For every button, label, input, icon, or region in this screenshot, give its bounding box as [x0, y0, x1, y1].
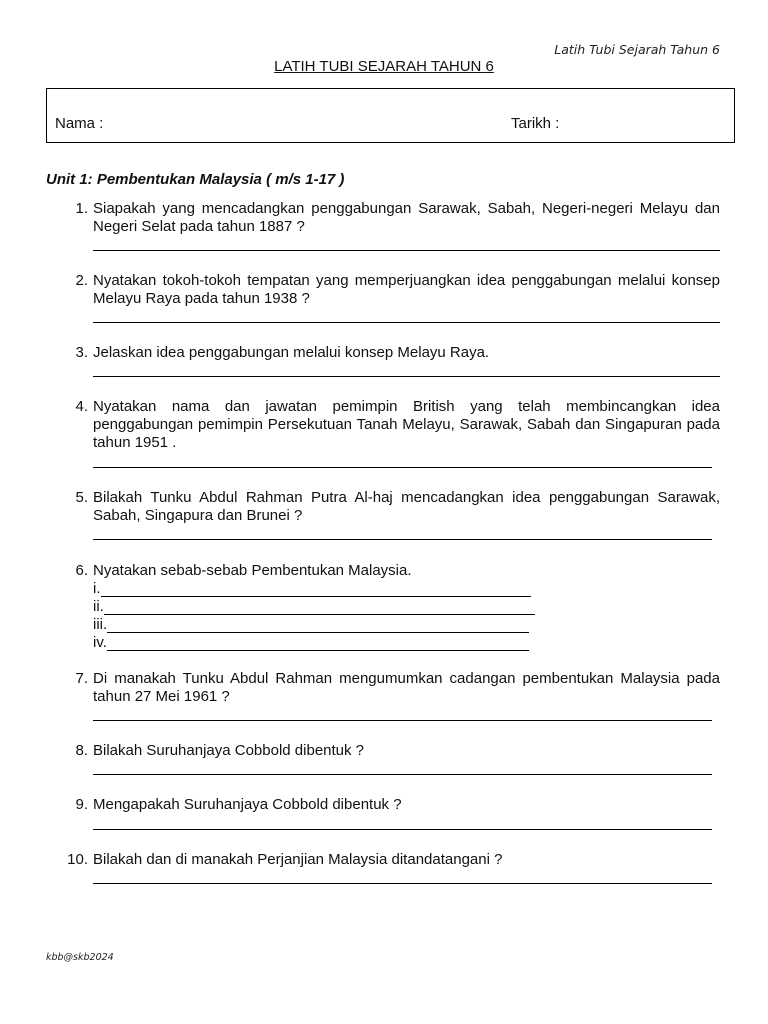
document-title: LATIH TUBI SEJARAH TAHUN 6	[274, 58, 494, 75]
question-text: Bilakah dan di manakah Perjanjian Malaysia ditandatangani ?	[93, 851, 503, 868]
question-text: Mengapakah Suruhanjaya Cobbold dibentuk ?	[93, 796, 402, 813]
answer-line[interactable]	[93, 720, 712, 721]
question-text: Jelaskan idea penggabungan melalui konsep Melayu Raya.	[93, 344, 490, 361]
answer-line[interactable]	[93, 774, 712, 775]
reason-label: iii.	[93, 616, 108, 633]
running-header: Latih Tubi Sejarah Tahun 6	[554, 42, 720, 57]
question-number: 6.	[75, 562, 88, 579]
question-text: Nyatakan sebab-sebab Pembentukan Malaysia.	[93, 562, 412, 579]
answer-line[interactable]	[93, 883, 712, 884]
question-number: 4.	[75, 398, 88, 415]
answer-line[interactable]	[107, 650, 529, 651]
reason-item-1	[93, 580, 533, 598]
answer-line[interactable]	[93, 829, 712, 830]
answer-line[interactable]	[101, 596, 531, 597]
reason-label: ii.	[93, 598, 104, 615]
question-text: Siapakah yang mencadangkan penggabungan Sarawak, Sabah, Negeri-negeri Melayu dan Negeri Selat pada tahun 1887 ?	[93, 200, 720, 235]
answer-line[interactable]	[104, 614, 535, 615]
reason-item-3	[93, 616, 531, 634]
question-number: 8.	[75, 742, 88, 759]
footer-credit: kbb@skb2024	[46, 952, 114, 963]
question-text: Bilakah Tunku Abdul Rahman Putra Al-haj mencadangkan idea penggabungan Sarawak, Sabah, Singapura dan Brunei ?	[93, 489, 720, 524]
answer-line[interactable]	[93, 322, 720, 323]
question-text: Bilakah Suruhanjaya Cobbold dibentuk ?	[93, 742, 365, 759]
question-number: 9.	[75, 796, 88, 813]
answer-line[interactable]	[93, 539, 712, 540]
name-label: Nama :	[55, 115, 104, 132]
question-number: 7.	[75, 670, 88, 687]
question-number: 3.	[75, 344, 88, 361]
answer-line[interactable]	[93, 467, 712, 468]
question-text: Nyatakan tokoh-tokoh tempatan yang memperjuangkan idea penggabungan melalui konsep Melayu Raya pada tahun 1938 ?	[93, 272, 720, 307]
reason-item-2	[93, 598, 537, 616]
reason-label: i.	[93, 580, 101, 597]
unit-title: Unit 1: Pembentukan Malaysia ( m/s 1-17 )	[46, 171, 345, 188]
question-number: 5.	[75, 489, 88, 506]
date-label: Tarikh :	[511, 115, 560, 132]
answer-line[interactable]	[107, 632, 529, 633]
student-info-box	[46, 88, 735, 143]
answer-line[interactable]	[93, 376, 720, 377]
answer-line[interactable]	[93, 250, 720, 251]
question-number: 1.	[75, 200, 88, 217]
question-number: 10.	[67, 851, 88, 868]
reason-label: iv.	[93, 634, 107, 651]
question-number: 2.	[75, 272, 88, 289]
question-text: Nyatakan nama dan jawatan pemimpin British yang telah membincangkan idea penggabungan pemimpin Persekutuan Tanah Melayu, Sarawak, Sabah dan Singapuran pada tahun 1951 .	[93, 398, 720, 451]
question-text: Di manakah Tunku Abdul Rahman mengumumkan cadangan pembentukan Malaysia pada tahun 27 Mei 1961 ?	[93, 670, 720, 705]
reason-item-4	[93, 634, 531, 652]
